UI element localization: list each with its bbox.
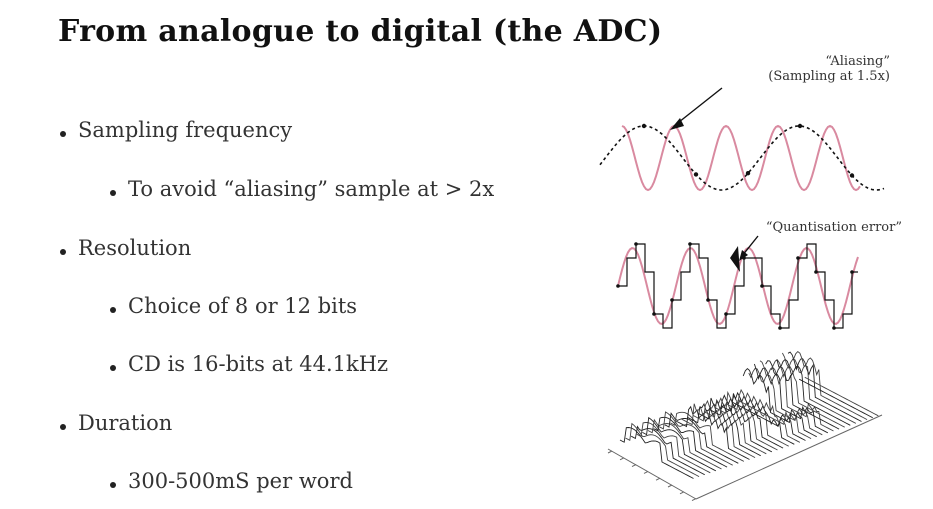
bullet-dot — [110, 365, 116, 371]
quantised-point — [814, 270, 818, 274]
quantisation-label: “Quantisation error” — [765, 220, 902, 235]
spectrogram-tick — [644, 471, 648, 473]
bullet-resolution — [60, 236, 191, 260]
sample-point — [798, 124, 802, 128]
bullet-dot — [60, 249, 66, 255]
quantised-point — [688, 242, 692, 246]
aliasing-label-line1: “Aliasing” — [825, 54, 890, 69]
spectrogram-slice — [620, 428, 694, 479]
quantised-point — [796, 256, 800, 260]
quantised-point — [760, 284, 764, 288]
bullet-text: Sampling frequency — [78, 118, 293, 142]
quantised-point — [778, 326, 782, 330]
aliasing-label-line2: (Sampling at 1.5x) — [768, 69, 890, 84]
bullet-text: CD is 16-bits at 44.1kHz — [128, 352, 389, 376]
bullet-text: Resolution — [78, 236, 192, 260]
bullet-dot — [110, 190, 116, 196]
aliasing-diagram — [600, 80, 890, 210]
quantisation-diagram — [618, 236, 868, 336]
sample-point — [850, 173, 854, 177]
spectrogram-tick — [680, 492, 684, 494]
sample-point — [694, 172, 698, 176]
spectrogram-tick — [608, 451, 612, 453]
quantised-point — [706, 298, 710, 302]
spectrogram-tick — [692, 499, 696, 501]
spectrogram-slices — [620, 352, 878, 479]
bullet-bit-choice — [110, 294, 357, 318]
bullet-text: Duration — [78, 411, 173, 435]
quantised-point — [670, 298, 674, 302]
bullet-cd-spec — [110, 352, 388, 376]
spectrogram-tick — [668, 485, 672, 487]
sample-point — [642, 124, 646, 128]
bullet-dot — [60, 131, 66, 137]
sample-point — [746, 171, 750, 175]
bullet-avoid-aliasing — [110, 177, 494, 201]
spectrogram-axis-time — [608, 449, 696, 499]
aliased-signal-wave — [600, 126, 884, 190]
bullet-duration — [60, 411, 172, 435]
bullet-text: 300-500mS per word — [128, 469, 353, 493]
spectrogram-tick — [656, 478, 660, 480]
bullet-dot — [110, 482, 116, 488]
bullet-dot — [110, 307, 116, 313]
quantised-point — [616, 284, 620, 288]
bullet-dot — [60, 424, 66, 430]
sample-points — [642, 124, 854, 178]
spectrogram-tick — [620, 458, 624, 460]
bullet-word-duration — [110, 469, 353, 493]
bullet-text: Choice of 8 or 12 bits — [128, 294, 358, 318]
spectrogram-axis-freq — [696, 415, 882, 499]
slide-title: From analogue to digital (the ADC) — [58, 14, 663, 49]
spectrogram-3d-icon — [600, 345, 890, 505]
quantised-point — [850, 270, 854, 274]
bullet-text: To avoid “aliasing” sample at > 2x — [128, 177, 495, 201]
aliasing-arrow — [674, 88, 722, 126]
spectrogram-tick — [632, 465, 636, 467]
quantised-point — [724, 312, 728, 316]
quantised-point — [634, 242, 638, 246]
quantised-point — [652, 312, 656, 316]
quantised-point — [832, 326, 836, 330]
bullet-sampling-frequency — [60, 118, 292, 142]
quantisation-error-marker-icon — [730, 246, 740, 272]
